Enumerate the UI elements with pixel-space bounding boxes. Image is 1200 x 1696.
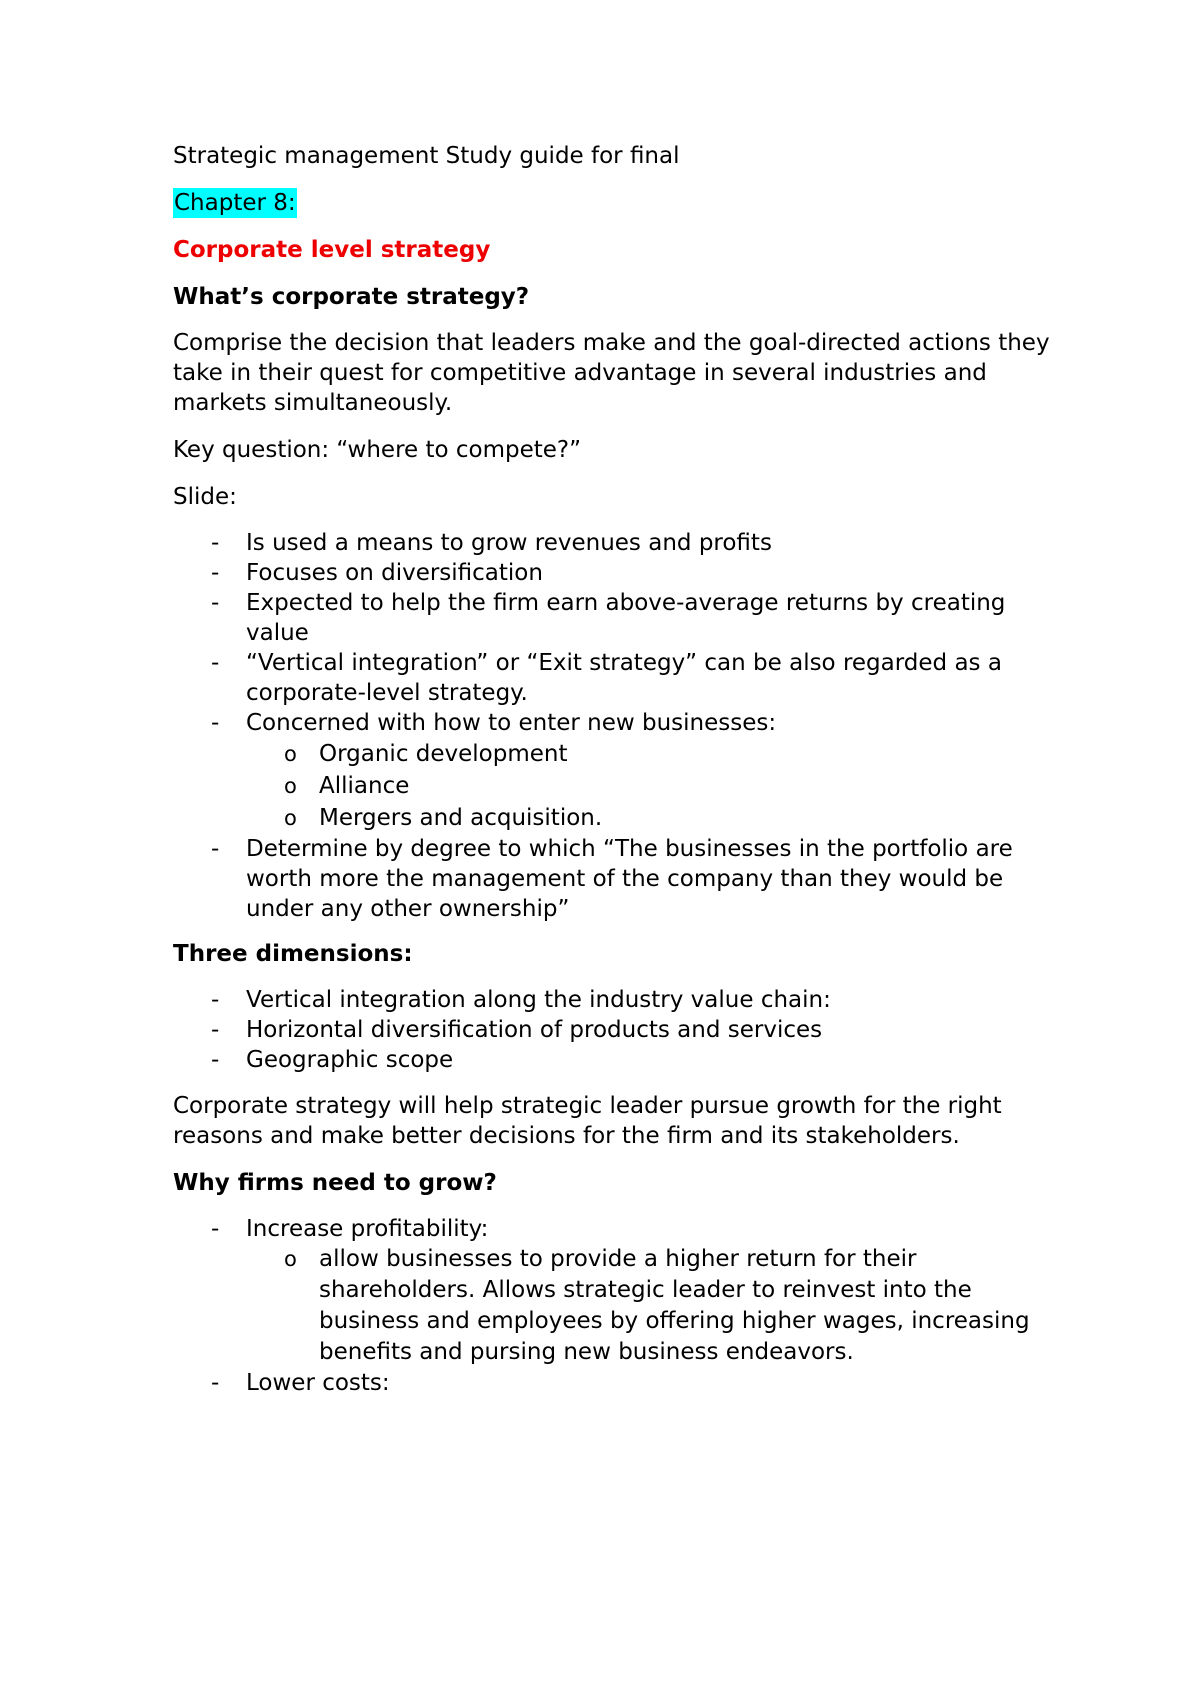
circle-marker: o [284,742,297,766]
chapter-line [173,187,1053,220]
list-item-text: “Vertical integration” or “Exit strategy” can be also regarded as a corporate-level strategy. [246,650,1002,706]
circle-marker: o [284,1247,297,1271]
list-item-text: Geographic scope [246,1047,454,1073]
list-item-text: Determine by degree to which “The businesses in the portfolio are worth more the management of the company than they would be under any other ownership” [246,836,1013,922]
list-item [173,1045,1053,1075]
dash-marker: - [211,1216,220,1242]
growth-paragraph: Corporate strategy will help strategic leader pursue growth for the right reasons and make better decisions for the firm and its stakeholders. [173,1093,1002,1149]
list-item-text: Vertical integration along the industry value chain: [246,987,831,1013]
entry-mode-sublist [246,738,1053,834]
list-item [246,802,1053,834]
list-item-text: Focuses on diversification [246,560,543,586]
dash-marker: - [211,1047,220,1073]
list-item-text: Is used a means to grow revenues and profits [246,530,772,556]
dash-marker: - [211,650,220,676]
list-item [173,648,1053,708]
dash-marker: - [211,987,220,1013]
dash-marker: - [211,1370,220,1396]
list-item [246,1244,1053,1368]
slide-label: Slide: [173,484,237,510]
list-item [173,528,1053,558]
profitability-sublist [246,1244,1053,1368]
list-item [173,1368,1053,1398]
circle-marker: o [284,774,297,798]
question-heading-corporate-strategy: What’s corporate strategy? [173,284,530,310]
document-title: Strategic management Study guide for final [173,143,680,169]
list-item-text: Mergers and acquisition. [319,805,603,831]
list-item [173,834,1053,924]
list-item-text: Alliance [319,773,410,799]
key-question: Key question: “where to compete?” [173,437,582,463]
grow-heading: Why firms need to grow? [173,1170,497,1196]
list-item [246,770,1053,802]
list-item [173,588,1053,648]
grow-list [173,1214,1053,1398]
list-item-text: allow businesses to provide a higher return for their shareholders. Allows strategic leader to reinvest into the business and employees by offering higher wages, increasing benefits and pursing new business endeavors. [319,1246,1030,1365]
list-item [246,738,1053,770]
list-item [173,985,1053,1015]
dash-marker: - [211,1017,220,1043]
dimensions-list [173,985,1053,1075]
list-item [173,1214,1053,1368]
list-item [173,558,1053,588]
dash-marker: - [211,560,220,586]
dimensions-heading: Three dimensions: [173,941,413,967]
definition-paragraph: Comprise the decision that leaders make and the goal-directed actions they take in their quest for competitive advantage in several industries and markets simultaneously. [173,330,1050,416]
list-item [173,708,1053,834]
document-page [173,140,1053,1398]
list-item-text: Horizontal diversification of products and services [246,1017,823,1043]
dash-marker: - [211,530,220,556]
dash-marker: - [211,590,220,616]
list-item [173,1015,1053,1045]
list-item-text: Lower costs: [246,1370,390,1396]
dash-marker: - [211,836,220,862]
circle-marker: o [284,806,297,830]
list-item-text: Concerned with how to enter new businesses: [246,710,777,736]
list-item-text: Increase profitability: [246,1216,489,1242]
chapter-highlight: Chapter 8: [174,190,296,216]
list-item-text: Organic development [319,741,568,767]
section-heading: Corporate level strategy [173,237,491,263]
dash-marker: - [211,710,220,736]
list-item-text: Expected to help the firm earn above-average returns by creating value [246,590,1006,646]
slide-bullet-list [173,528,1053,924]
